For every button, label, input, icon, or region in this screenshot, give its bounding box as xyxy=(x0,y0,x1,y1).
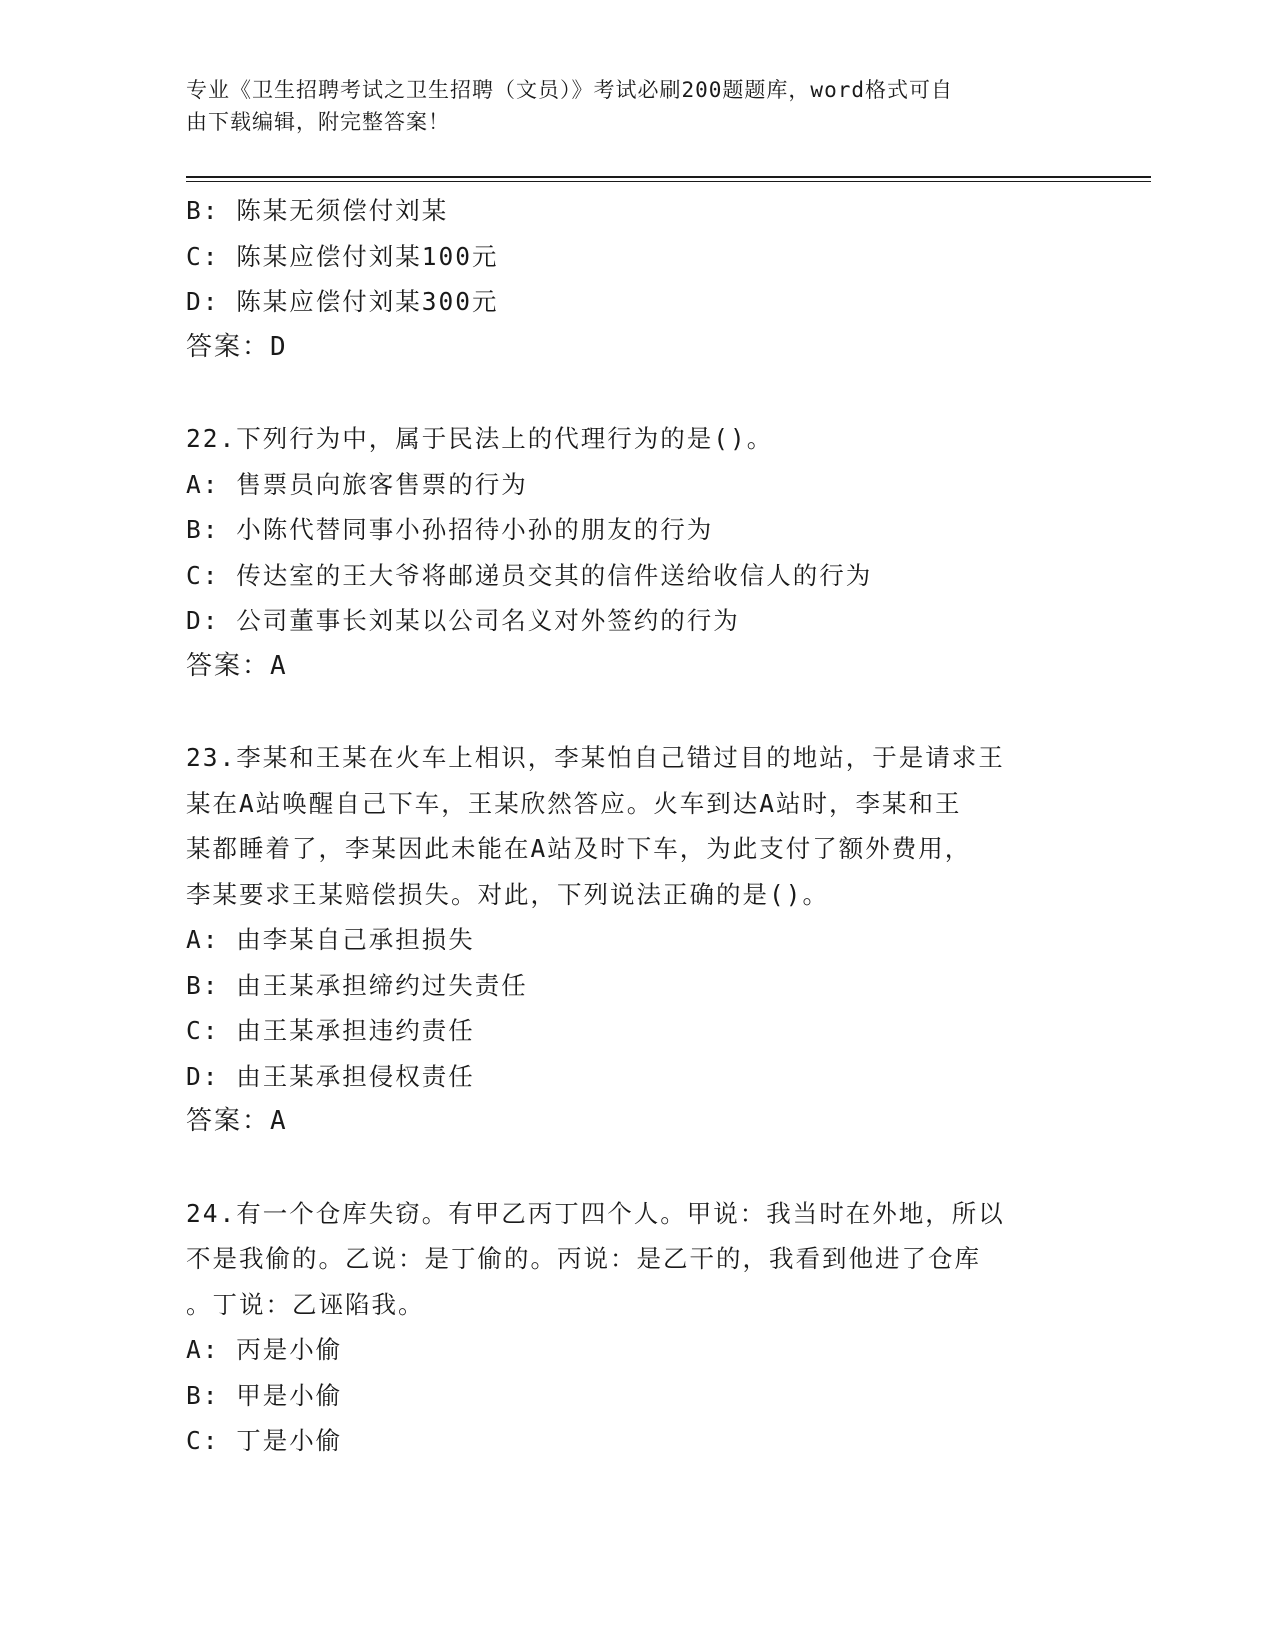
question-stem-line: 不是我偷的。乙说：是丁偷的。丙说：是乙干的，我看到他进了仓库 xyxy=(186,1244,981,1273)
option-b: B: 甲是小偷 xyxy=(186,1380,343,1410)
header-divider-thin xyxy=(186,181,1151,182)
option-a: A: 丙是小偷 xyxy=(186,1335,343,1364)
option-c: C: 由王某承担违约责任 xyxy=(186,1016,475,1045)
question-stem-line: 23.李某和王某在火车上相识，李某怕自己错过目的地站，于是请求王 xyxy=(186,743,1005,772)
spacer xyxy=(186,1145,1086,1191)
option-d: D: 由王某承担侵权责任 xyxy=(186,1061,475,1091)
question-stem-line: 某都睡着了，李某因此未能在A站及时下车，为此支付了额外费用， xyxy=(186,834,972,863)
answer-line: 答案：A xyxy=(186,650,288,681)
option-d: D: 公司董事长刘某以公司名义对外签约的行为 xyxy=(186,606,740,635)
option-d: D: 陈某应偿付刘某300元 xyxy=(186,287,499,316)
answer-line: 答案：D xyxy=(186,331,288,362)
question-24 xyxy=(186,1191,1086,1464)
option-c: C: 陈某应偿付刘某100元 xyxy=(186,241,499,271)
question-stem: 22.下列行为中，属于民法上的代理行为的是()。 xyxy=(186,424,774,453)
option-c: C: 传达室的王大爷将邮递员交其的信件送给收信人的行为 xyxy=(186,560,873,590)
answer-line: 答案：A xyxy=(186,1106,288,1136)
option-c: C: 丁是小偷 xyxy=(186,1426,343,1455)
question-23 xyxy=(186,735,1086,1145)
page-header xyxy=(186,74,1066,138)
question-list xyxy=(186,188,1086,1464)
header-line-1: 专业《卫生招聘考试之卫生招聘（文员）》考试必刷200题题库，word格式可自 xyxy=(186,78,953,102)
question-stem-line: 。丁说：乙诬陷我。 xyxy=(186,1289,425,1319)
spacer xyxy=(186,689,1086,735)
header-divider-thick xyxy=(186,176,1151,178)
option-a: A: 售票员向旅客售票的行为 xyxy=(186,469,528,499)
question-21-tail xyxy=(186,188,1086,370)
question-stem-line: 李某要求王某赔偿损失。对此，下列说法正确的是()。 xyxy=(186,879,829,909)
question-stem-line: 某在A站唤醒自己下车，王某欣然答应。火车到达A站时，李某和王 xyxy=(186,788,962,818)
option-b: B: 陈某无须偿付刘某 xyxy=(186,196,449,225)
option-a: A: 由李某自己承担损失 xyxy=(186,925,475,954)
question-stem-line: 24.有一个仓库失窃。有甲乙丙丁四个人。甲说：我当时在外地，所以 xyxy=(186,1198,1005,1228)
question-22 xyxy=(186,416,1086,689)
option-b: B: 由王某承担缔约过失责任 xyxy=(186,970,528,1000)
option-b: B: 小陈代替同事小孙招待小孙的朋友的行为 xyxy=(186,515,714,544)
header-line-2: 由下载编辑，附完整答案！ xyxy=(186,110,450,134)
spacer xyxy=(186,370,1086,416)
